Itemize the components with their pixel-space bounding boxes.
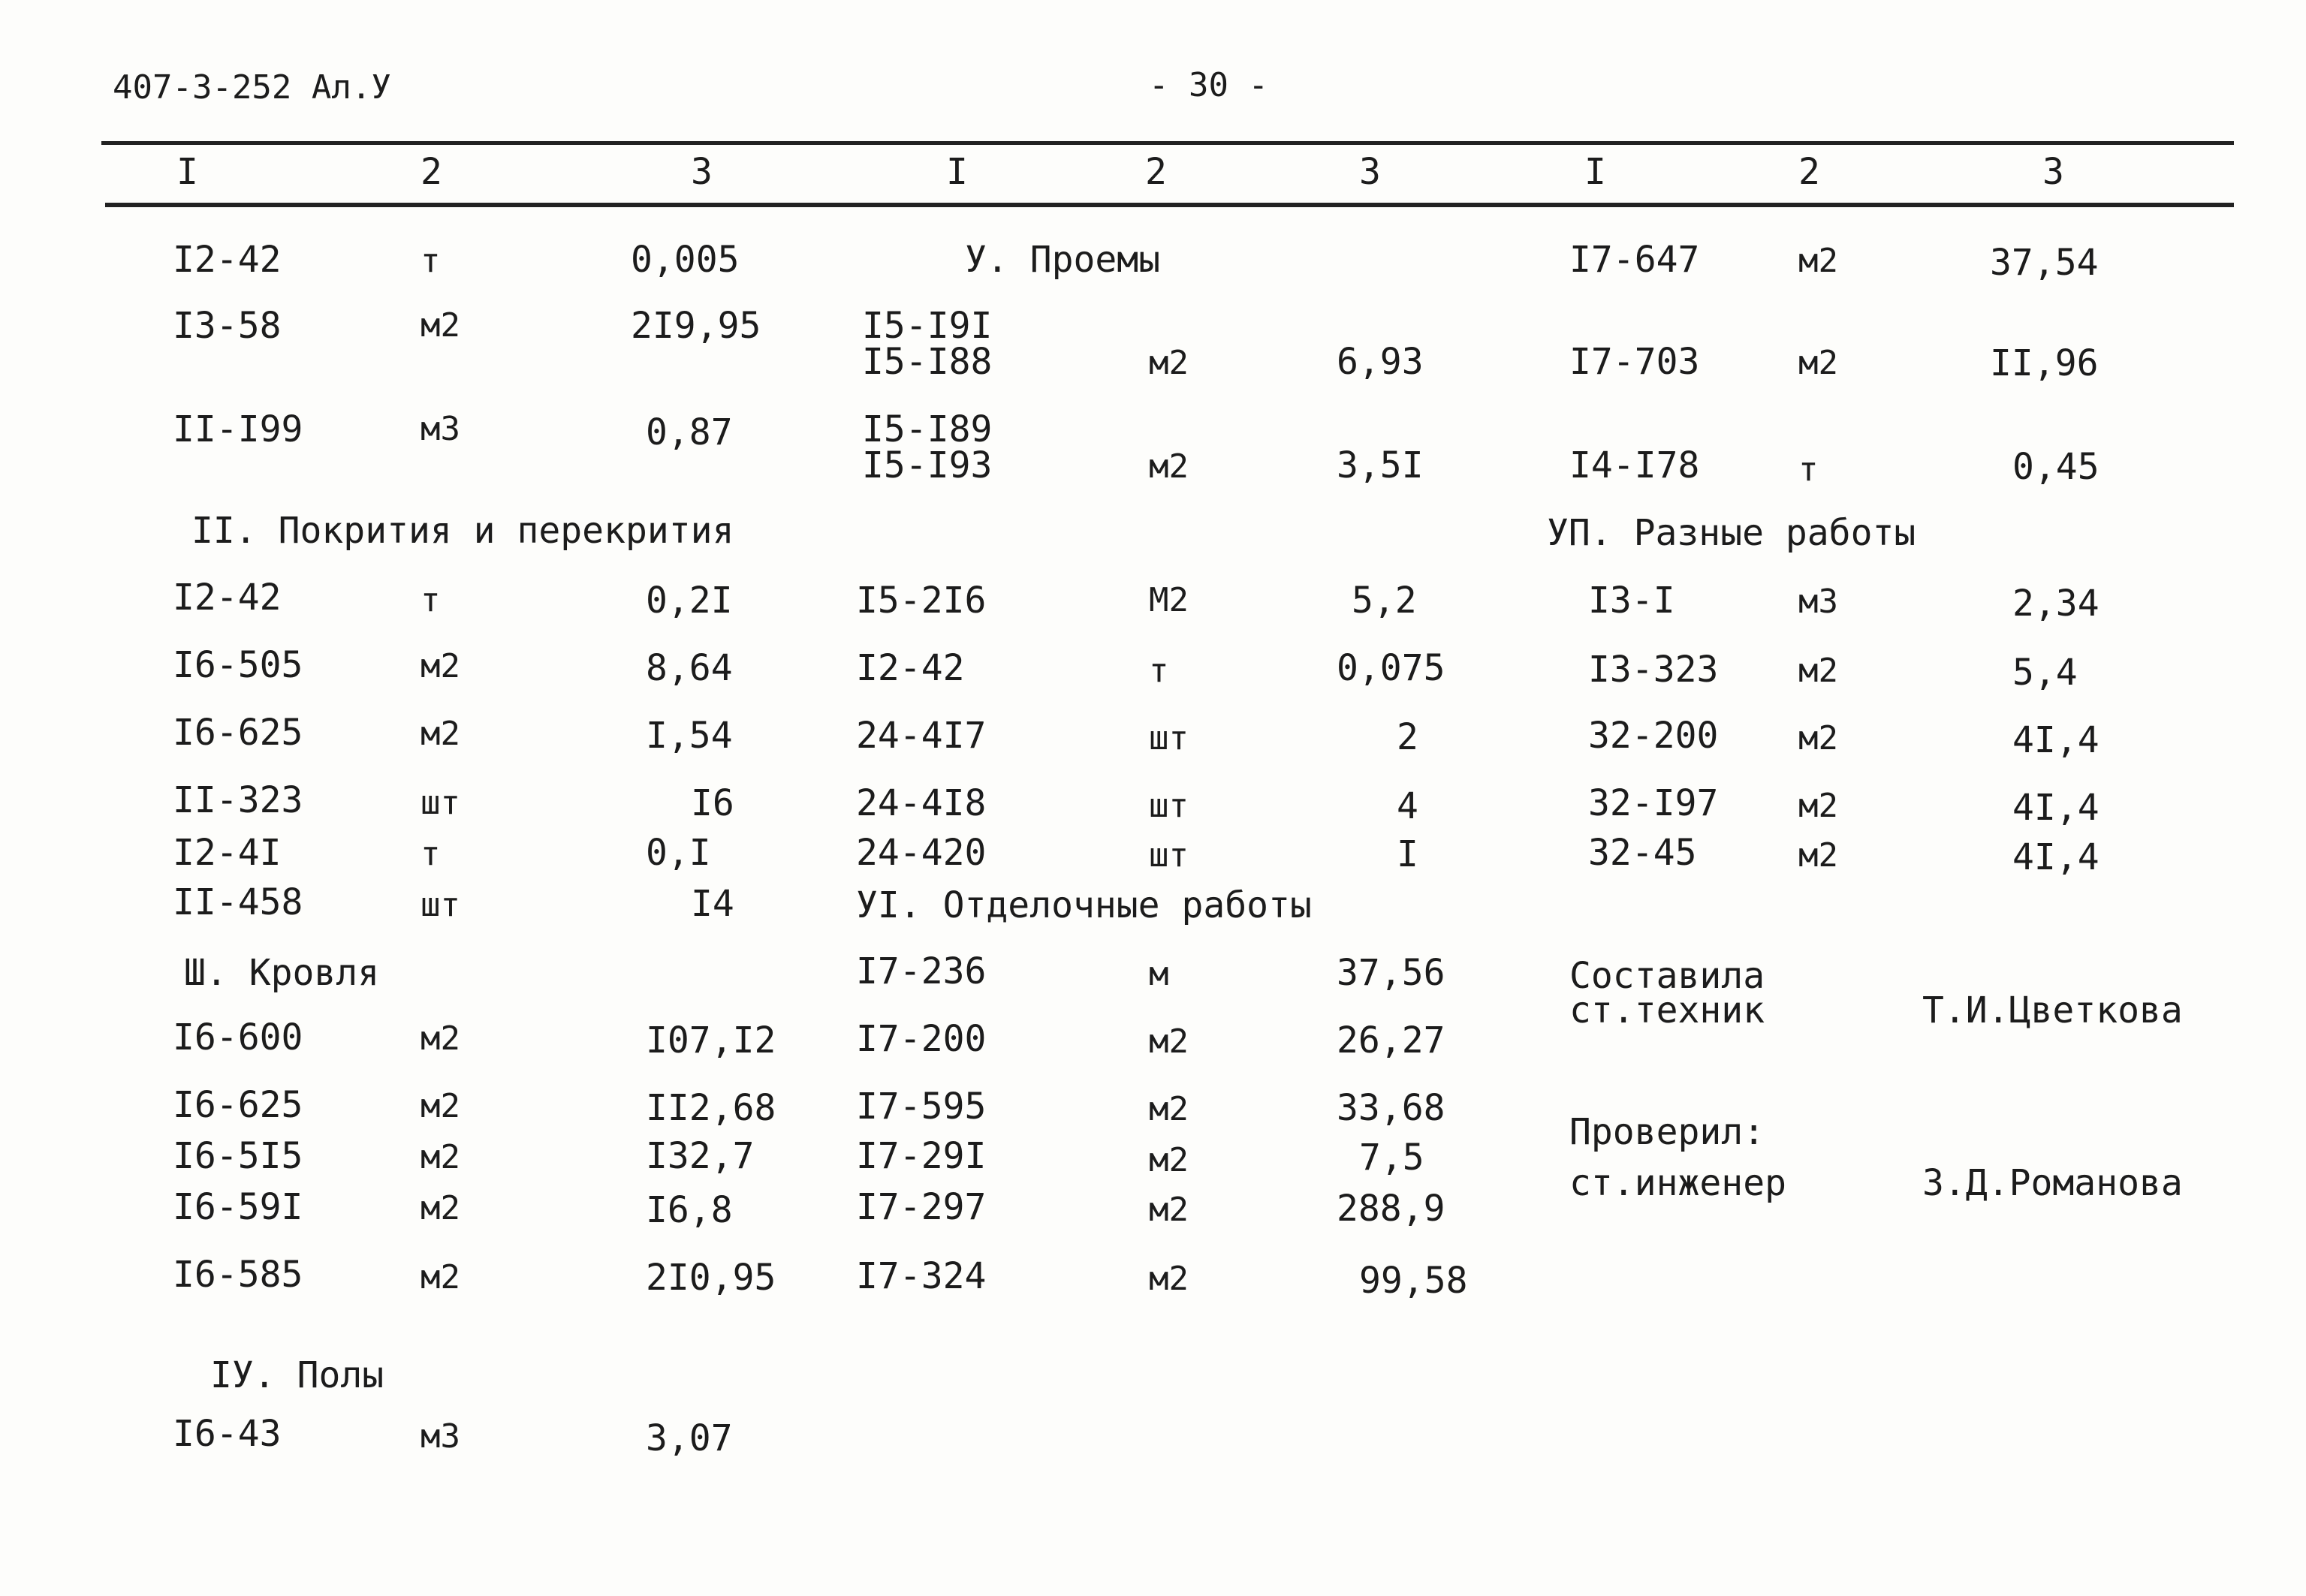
right-qty: 4I,4 (2012, 836, 2100, 878)
right-unit: м2 (1798, 719, 1838, 757)
col-header-2-2: 2 (1145, 151, 1167, 193)
middle-qty: I (1397, 833, 1418, 875)
middle-code: I2-42 (856, 647, 965, 689)
middle-section-title: У. Проемы (965, 239, 1161, 281)
right-qty: 4I,4 (2012, 787, 2100, 829)
left-unit: шт (421, 886, 460, 924)
checked-by-label: Проверил: (1569, 1111, 1765, 1153)
left-code: II-323 (173, 779, 303, 821)
middle-code: 24-4I8 (856, 782, 987, 824)
left-section-title: Ш. Кровля (184, 952, 380, 994)
left-section-title: II. Покрития и перекрития (191, 510, 734, 552)
compiled-by-name: Т.И.Цветкова (1922, 989, 2183, 1031)
right-code: 32-45 (1588, 832, 1697, 874)
middle-code: I7-29I (856, 1135, 987, 1177)
left-qty: I6,8 (646, 1189, 733, 1231)
right-code: 32-200 (1588, 715, 1719, 757)
left-code: I6-59I (173, 1186, 303, 1228)
header-rule-bottom (105, 203, 2234, 207)
right-section-title: УП. Разные работы (1547, 512, 1916, 554)
left-qty: 2I9,95 (631, 305, 761, 347)
left-code: II-I99 (173, 408, 303, 450)
middle-code: I5-I9I (862, 305, 993, 347)
middle-qty: 5,2 (1352, 580, 1417, 622)
left-qty: II2,68 (646, 1087, 776, 1129)
left-unit: м2 (421, 1258, 460, 1296)
middle-unit: м2 (1149, 447, 1189, 486)
compiled-by-label: Составила (1569, 955, 1765, 997)
middle-unit: м (1149, 955, 1169, 993)
middle-unit: м2 (1149, 1090, 1189, 1128)
middle-qty: 0,075 (1337, 647, 1445, 689)
left-code: I3-58 (173, 305, 282, 347)
middle-code: I7-595 (856, 1086, 987, 1128)
left-section-title: IУ. Полы (210, 1354, 384, 1396)
left-qty: 0,005 (631, 239, 740, 281)
right-code: 32-I97 (1588, 782, 1719, 824)
middle-unit: м2 (1149, 344, 1189, 382)
left-unit: шт (421, 784, 460, 822)
middle-unit: м2 (1149, 1191, 1189, 1229)
right-code: I7-647 (1569, 239, 1700, 281)
right-unit: м3 (1798, 583, 1838, 621)
middle-code: 24-420 (856, 832, 987, 874)
col-header-2-1: I (946, 151, 968, 193)
left-unit: м2 (421, 647, 460, 685)
left-qty: 0,I (646, 832, 711, 874)
col-header-1-2: 2 (421, 151, 442, 193)
middle-qty: 3,5I (1337, 444, 1424, 486)
middle-code: I7-297 (856, 1186, 987, 1228)
left-qty: I,54 (646, 715, 733, 757)
left-unit: м2 (421, 715, 460, 753)
left-qty: 3,07 (646, 1417, 733, 1459)
middle-qty: 7,5 (1359, 1137, 1424, 1179)
left-unit: м3 (421, 1417, 460, 1456)
right-code: I4-I78 (1569, 444, 1700, 486)
right-qty: 4I,4 (2012, 719, 2100, 761)
left-qty: 0,87 (646, 411, 733, 453)
left-unit: т (421, 835, 441, 873)
middle-qty: 99,58 (1359, 1260, 1468, 1302)
left-code: I6-625 (173, 1084, 303, 1126)
middle-code: I5-2I6 (856, 580, 987, 622)
left-unit: т (421, 242, 441, 280)
middle-qty: 6,93 (1337, 341, 1424, 383)
middle-unit: м2 (1149, 1022, 1189, 1061)
col-header-3-3: 3 (2042, 151, 2064, 193)
right-code: I3-323 (1588, 649, 1719, 691)
middle-unit: м2 (1149, 1260, 1189, 1298)
left-unit: м2 (421, 306, 460, 345)
col-header-3-2: 2 (1798, 151, 1820, 193)
compiled-by-position: ст.техник (1569, 989, 1765, 1031)
left-qty: 2I0,95 (646, 1257, 776, 1299)
middle-code-secondary: I5-I93 (862, 444, 993, 486)
right-qty: 37,54 (1990, 242, 2099, 284)
middle-qty: 33,68 (1337, 1087, 1445, 1129)
left-code: I6-585 (173, 1254, 303, 1296)
left-qty: I4 (691, 883, 734, 925)
col-header-2-3: 3 (1359, 151, 1381, 193)
middle-unit: т (1149, 652, 1169, 690)
left-code: II-458 (173, 881, 303, 923)
middle-code-secondary: I5-I88 (862, 341, 993, 383)
middle-unit: шт (1149, 787, 1189, 825)
right-qty: 2,34 (2012, 583, 2100, 625)
left-code: I2-4I (173, 832, 282, 874)
right-unit: т (1798, 450, 1819, 489)
left-unit: м2 (421, 1138, 460, 1176)
left-unit: т (421, 581, 441, 619)
left-code: I6-505 (173, 644, 303, 686)
checked-by-position: ст.инженер (1569, 1162, 1786, 1204)
right-unit: м2 (1798, 652, 1838, 690)
middle-unit: шт (1149, 719, 1189, 757)
left-qty: I6 (691, 782, 734, 824)
right-unit: м2 (1798, 242, 1838, 280)
left-qty: 8,64 (646, 647, 733, 689)
middle-unit: м2 (1149, 1141, 1189, 1179)
right-qty: 5,4 (2012, 652, 2078, 694)
middle-code: 24-4I7 (856, 715, 987, 757)
middle-code: I7-324 (856, 1255, 987, 1297)
left-code: I6-5I5 (173, 1135, 303, 1177)
middle-code: I7-200 (856, 1018, 987, 1060)
middle-qty: 2 (1397, 716, 1418, 758)
col-header-1-3: 3 (691, 151, 713, 193)
left-qty: 0,2I (646, 580, 733, 622)
middle-qty: 288,9 (1337, 1188, 1445, 1230)
left-code: I6-625 (173, 712, 303, 754)
left-code: I2-42 (173, 577, 282, 619)
right-unit: м2 (1798, 344, 1838, 382)
left-unit: м3 (421, 410, 460, 448)
right-unit: м2 (1798, 787, 1838, 825)
right-qty: 0,45 (2012, 446, 2100, 488)
middle-qty: 26,27 (1337, 1019, 1445, 1061)
col-header-1-1: I (176, 151, 198, 193)
left-code: I6-600 (173, 1016, 303, 1058)
left-unit: м2 (421, 1019, 460, 1058)
left-qty: I07,I2 (646, 1019, 776, 1061)
middle-qty: 37,56 (1337, 952, 1445, 994)
middle-unit: шт (1149, 836, 1189, 875)
right-qty: II,96 (1990, 342, 2099, 384)
middle-section-title: УI. Отделочные работы (856, 884, 1312, 926)
left-code: I2-42 (173, 239, 282, 281)
left-code: I6-43 (173, 1413, 282, 1455)
left-qty: I32,7 (646, 1135, 755, 1177)
right-code: I7-703 (1569, 341, 1700, 383)
page-number: - 30 - (1149, 66, 1268, 104)
checked-by-name: З.Д.Романова (1922, 1162, 2183, 1204)
left-unit: м2 (421, 1087, 460, 1125)
col-header-3-1: I (1584, 151, 1606, 193)
document-code: 407-3-252 Ал.У (113, 68, 391, 107)
middle-unit: М2 (1149, 581, 1189, 619)
header-rule-top (101, 141, 2234, 145)
left-unit: м2 (421, 1189, 460, 1227)
middle-code: I7-236 (856, 950, 987, 992)
right-code: I3-I (1588, 580, 1675, 622)
middle-code: I5-I89 (862, 408, 993, 450)
right-unit: м2 (1798, 836, 1838, 875)
middle-qty: 4 (1397, 785, 1418, 827)
